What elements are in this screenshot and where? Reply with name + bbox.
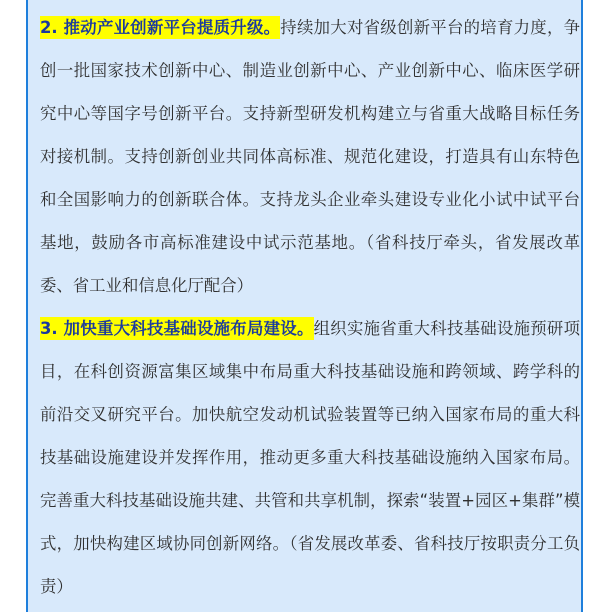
section-3-paragraph xyxy=(40,307,580,608)
article-content xyxy=(40,6,580,608)
section-3-body: 组织实施省重大科技基础设施预研项目，在科创资源富集区域集中布局重大科技基础设施和跨领域、跨学科的前沿交叉研究平台。加快航空发动机试验装置等已纳入国家布局的重大科技基础设施建设并发挥作用，推动更多重大科技基础设施纳入国家布局。完善重大科技基础设施共建、共管和共享机制，探索“装置+园区+集群”模式，加快构建区域协同创新网络。（省发展改革委、省科技厅按职责分工负责） xyxy=(40,319,580,596)
section-2-body: 持续加大对省级创新平台的培育力度，争创一批国家技术创新中心、制造业创新中心、产业创新中心、临床医学研究中心等国字号创新平台。支持新型研发机构建立与省重大战略目标任务对接机制。支持创新创业共同体高标准、规范化建设，打造具有山东特色和全国影响力的创新联合体。支持龙头企业牵头建设专业化小试中试平台基地，鼓励各市高标准建设中试示范基地。（省科技厅牵头，省发展改革委、省工业和信息化厅配合） xyxy=(40,18,580,295)
section-3-heading: 3. 加快重大科技基础设施布局建设。 xyxy=(40,319,314,338)
section-2-paragraph xyxy=(40,6,580,307)
section-2-heading: 2. 推动产业创新平台提质升级。 xyxy=(40,18,281,37)
